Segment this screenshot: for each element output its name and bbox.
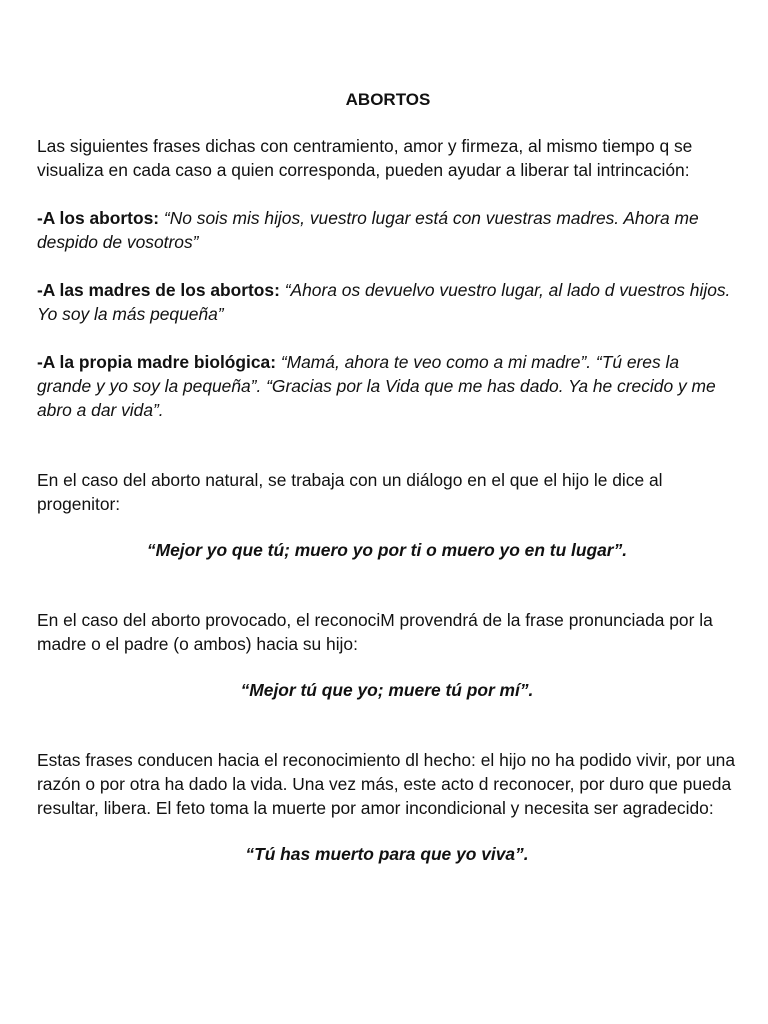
- document-page: [37, 88, 737, 866]
- item-phrase: “Mamá, ahora te veo como a mi madre”. “Tú eres la grande y yo soy la pequeña”. “Gracias por la Vida que me has dado. Ya he crecido y me abro a dar vida”.: [37, 352, 716, 420]
- item-phrase: “Ahora os devuelvo vuestro lugar, al lado d vuestros hijos. Yo soy la más pequeña”: [37, 280, 731, 324]
- item-madres-abortos: [37, 278, 737, 326]
- closing-quote: “Tú has muerto para que yo viva”.: [245, 844, 529, 864]
- intro-paragraph: Las siguientes frases dichas con centramiento, amor y firmeza, al mismo tiempo q se visualiza en cada caso a quien corresponda, pueden ayudar a liberar tal intrincación:: [37, 136, 693, 180]
- item-phrase: “No sois mis hijos, vuestro lugar está con vuestras madres. Ahora me despido de vosotros”: [37, 208, 699, 252]
- item-label: -A las madres de los abortos:: [37, 280, 280, 300]
- document-title: ABORTOS: [345, 90, 431, 109]
- provoked-abortion-quote: “Mejor tú que yo; muere tú por mí”.: [240, 680, 534, 700]
- provoked-abortion-paragraph: En el caso del aborto provocado, el reconociM provendrá de la frase pronunciada por la madre o el padre (o ambos) hacia su hijo:: [37, 610, 713, 654]
- item-madre-biologica: [37, 350, 737, 422]
- item-label: -A la propia madre biológica:: [37, 352, 276, 372]
- closing-paragraph: Estas frases conducen hacia el reconocimiento dl hecho: el hijo no ha podido vivir, por una razón o por otra ha dado la vida. Una vez más, este acto d reconocer, por duro que pueda resultar, libera. El feto toma la muerte por amor incondicional y necesita ser agradecido:: [37, 750, 735, 818]
- item-abortos: [37, 206, 737, 254]
- item-label: -A los abortos:: [37, 208, 160, 228]
- natural-abortion-quote: “Mejor yo que tú; muero yo por ti o muero yo en tu lugar”.: [146, 540, 628, 560]
- natural-abortion-paragraph: En el caso del aborto natural, se trabaja con un diálogo en el que el hijo le dice al progenitor:: [37, 470, 663, 514]
